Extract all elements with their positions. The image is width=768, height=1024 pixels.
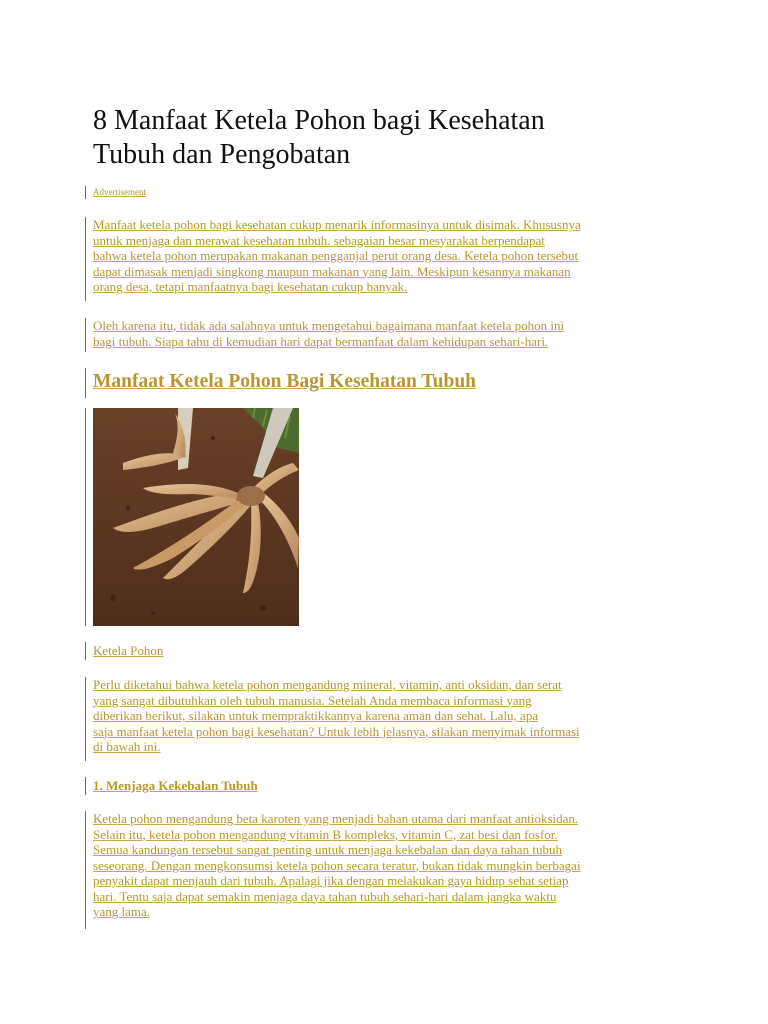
page-title (93, 104, 733, 172)
third-line-2[interactable]: yang sangat dibutuhkan oleh tubuh manusia. Setelah Anda membaca informasi yang (93, 692, 532, 708)
item-1-line-6[interactable]: hari. Tentu saja dapat semakin menjaga daya tahan tubuh sehari-hari dalam jangka waktu (93, 888, 557, 904)
cassava-roots-image[interactable] (93, 408, 299, 626)
item-1-line-4[interactable]: seseorang. Dengan mengkonsumsi ketela pohon secara teratur, bukan tidak mungkin berbagai (93, 857, 581, 873)
intro-line-4[interactable]: dapat dimasak menjadi singkong maupun makanan yang lain. Meskipun kesannya makanan (93, 263, 571, 279)
item-1-heading-link[interactable]: 1. Menjaga Kekebalan Tubuh (93, 778, 258, 793)
image-caption-link[interactable]: Ketela Pohon (93, 643, 164, 658)
advertisement-link[interactable]: Advertisement (93, 187, 146, 197)
third-line-4[interactable]: saja manfaat ketela pohon bagi kesehatan? Untuk lebih jelasnya, silakan menyimak informasi (93, 723, 580, 739)
cassava-figure (85, 408, 299, 626)
section-heading (85, 368, 476, 398)
intro-line-2[interactable]: untuk menjaga dan merawat kesehatan tubuh. sebagaian besar mesyarakat berpendapat (93, 232, 545, 248)
third-paragraph (85, 677, 679, 761)
title-line-2: Tubuh dan Pengobatan (93, 139, 351, 170)
second-line-2[interactable]: bagi tubuh. Siapa tahu di kemudian hari dapat bermanfaat dalam kehidupan sehari-hari. (93, 333, 549, 349)
item-1-line-3[interactable]: Semua kandungan tersebut sangat penting untuk menjaga kekebalan dan daya tahan tubuh (93, 842, 562, 857)
item-1-paragraph (85, 811, 679, 929)
item-1-heading (85, 777, 258, 795)
third-line-5[interactable]: di bawah ini. (93, 739, 161, 754)
intro-line-3[interactable]: bahwa ketela pohon merupakan makanan pengganjal perut orang desa. Ketela pohon tersebut (93, 248, 579, 263)
intro-paragraph (85, 217, 679, 301)
second-line-1[interactable]: Oleh karena itu, tidak ada salahnya untuk mengetahui bagaimana manfaat ketela pohon ini (93, 318, 565, 333)
item-1-line-2[interactable]: Selain itu, ketela pohon mengandung vitamin B kompleks, vitamin C, zat besi dan fosfor. (93, 826, 558, 842)
image-caption (85, 642, 163, 660)
item-1-line-5[interactable]: penyakit dapat menjauh dari tubuh. Apalagi jika dengan melakukan gaya hidup sehat setiap (93, 873, 569, 888)
intro-line-5[interactable]: orang desa, tetapi manfaatnya bagi kesehatan cukup banyak. (93, 279, 408, 294)
section-heading-link[interactable]: Manfaat Ketela Pohon Bagi Kesehatan Tubuh (93, 371, 477, 392)
item-1-line-7[interactable]: yang lama. (93, 904, 151, 919)
intro-line-1[interactable]: Manfaat ketela pohon bagi kesehatan cukup menarik informasinya untuk disimak. Khususnya (93, 217, 581, 232)
third-line-3[interactable]: diberikan berikut, silakan untuk mempraktikkannya karena aman dan sehat. Lalu, apa (93, 708, 539, 723)
title-line-1: 8 Manfaat Ketela Pohon bagi Kesehatan (93, 105, 545, 136)
third-line-1[interactable]: Perlu diketahui bahwa ketela pohon mengandung mineral, vitamin, anti oksidan, dan serat (93, 677, 562, 692)
advertisement-block (85, 186, 146, 199)
item-1-line-1[interactable]: Ketela pohon mengandung beta karoten yang menjadi bahan utama dari manfaat antioksidan. (93, 811, 579, 826)
second-paragraph (85, 318, 679, 352)
